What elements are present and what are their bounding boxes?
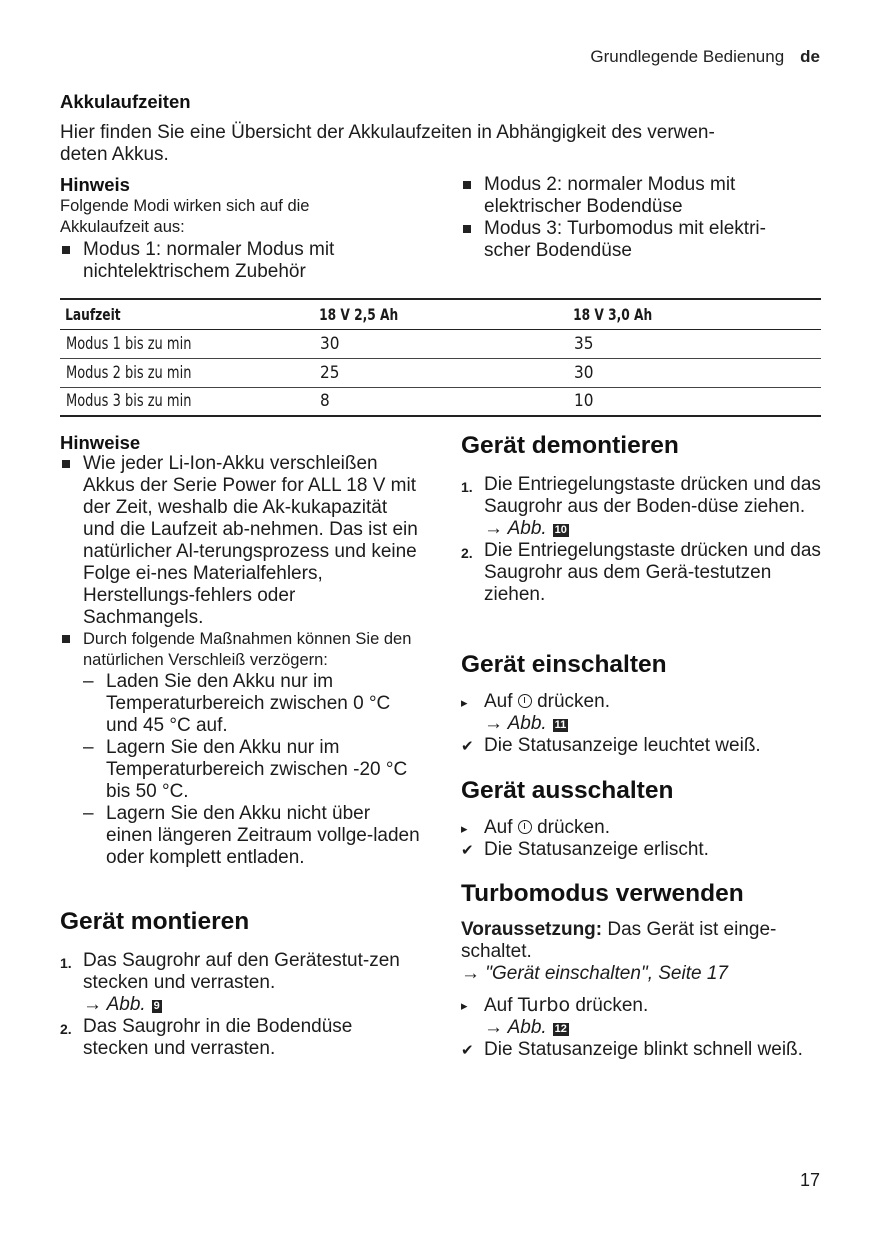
prerequisite-label: Voraussetzung: <box>461 919 603 940</box>
dash-bullet: – <box>83 737 94 758</box>
montieren-step-2: 2. Das Saugrohr in die Bodendüse stecken und verrasten. <box>60 1016 353 1059</box>
measure-item-3: – Lagern Sie den Akku nicht über einen längeren Zeitraum vollge-laden oder komplett entladen. <box>83 803 420 868</box>
table-cell: Modus 2 bis zu min <box>66 362 192 383</box>
table-cell: Modus 3 bis zu min <box>66 391 192 412</box>
square-bullet-icon <box>62 246 70 254</box>
language-code: de <box>800 47 820 66</box>
turbo-action: ▸ Auf Turbo drücken. → Abb. 12 <box>461 994 649 1038</box>
table-cell: 25 <box>320 362 340 383</box>
table-cell: 30 <box>320 333 340 354</box>
check-icon: ✔ <box>461 842 474 859</box>
demontieren-step-1: 1. Die Entriegelungstaste drücken und das Saugrohr aus der Boden-düse ziehen. → Abb. 10 <box>461 474 821 539</box>
runtime-table <box>60 298 821 417</box>
running-head <box>590 47 820 67</box>
check-icon: ✔ <box>461 738 474 755</box>
page-cross-reference: → "Gerät einschalten", Seite 17 <box>461 963 728 984</box>
measure-item-2: – Lagern Sie den Akku nur im Temperaturbereich zwischen -20 °C bis 50 °C. <box>83 737 408 802</box>
intro-line-2: deten Akkus. <box>60 144 169 165</box>
table-header-row <box>60 299 821 329</box>
intro-line-1: Hier finden Sie eine Übersicht der Akkulaufzeiten in Abhängigkeit des verwen- <box>60 122 715 143</box>
hinweis-heading: Hinweis <box>60 174 130 195</box>
turbo-prerequisite: Voraussetzung: Das Gerät ist einge-schaltet. → "Gerät einschalten", Seite 17 <box>461 919 777 984</box>
dash-bullet: – <box>83 671 94 692</box>
figure-reference: → Abb. 12 <box>484 1017 567 1038</box>
einschalten-result: ✔ Die Statusanzeige leuchtet weiß. <box>461 735 761 756</box>
figure-badge: 10 <box>554 524 567 536</box>
figure-reference: → Abb. 9 <box>83 994 160 1015</box>
power-icon <box>518 694 532 708</box>
montieren-heading: Gerät montieren <box>60 908 250 935</box>
square-bullet-icon <box>463 181 471 189</box>
hinweise-list <box>60 453 420 869</box>
table-cell: 8 <box>320 391 330 412</box>
hinweise-heading: Hinweise <box>60 432 141 453</box>
demontieren-steps <box>461 474 821 606</box>
akkulaufzeiten-intro <box>60 122 830 166</box>
turbo-steps <box>461 994 821 1061</box>
table-row <box>60 358 821 387</box>
square-bullet-icon <box>463 225 471 233</box>
col-header-2-5ah: 18 V 2,5 Ah <box>319 304 399 324</box>
turbo-key-label: Turbo <box>517 994 571 1016</box>
figure-badge: 11 <box>554 719 567 731</box>
mode-list-left <box>60 239 380 283</box>
measure-item-1: – Laden Sie den Akku nur im Temperaturbereich zwischen 0 °C und 45 °C auf. <box>83 671 391 736</box>
einschalten-steps <box>461 691 821 757</box>
power-icon <box>518 820 532 834</box>
turbo-result: ✔ Die Statusanzeige blinkt schnell weiß. <box>461 1039 803 1060</box>
section-name: Grundlegende Bedienung <box>590 47 785 66</box>
square-bullet-icon <box>62 635 70 643</box>
hinweis-block <box>60 174 400 283</box>
hinweise-item-2: Durch folgende Maßnahmen können Sie den natürlichen Verschleiß verzögern: – Laden Sie den Akku nur im Temperaturbereich zwischen 0 °C und 45 °C auf. – Lagern Sie den Akku nur im Temperaturbereich zwischen -20 °C bis 50 °C. – Lagern Sie den Akku nicht über einen längeren Zeitraum vollge-laden oder komplett entladen. <box>60 629 420 869</box>
mode-list-right <box>461 174 806 262</box>
demontieren-heading: Gerät demontieren <box>461 432 679 459</box>
action-arrow-icon: ▸ <box>461 695 468 710</box>
turbo-heading: Turbomodus verwenden <box>461 880 744 907</box>
dash-bullet: – <box>83 803 94 824</box>
ausschalten-result: ✔ Die Statusanzeige erlischt. <box>461 839 709 860</box>
action-arrow-icon: ▸ <box>461 998 468 1013</box>
einschalten-heading: Gerät einschalten <box>461 651 667 678</box>
action-arrow-icon: ▸ <box>461 821 468 836</box>
table-row <box>60 329 821 358</box>
measures-list <box>83 671 420 869</box>
page-number: 17 <box>799 1170 820 1190</box>
mode-item-2: Modus 2: normaler Modus mit elektrischer Bodendüse <box>461 174 806 218</box>
ausschalten-action: ▸ Auf drücken. <box>461 817 610 838</box>
ausschalten-heading: Gerät ausschalten <box>461 777 674 804</box>
hinweise-item-1: Wie jeder Li-Ion-Akku verschleißen Akkus der Serie Power for ALL 18 V mit der Zeit, weshalb die Ak-kukapazität und die Laufzeit ab-nehmen. Das ist ein natürlicher Al-terungsprozess und keine Folge ei-nes Materialfehlers, Herstellungs-fehlers oder Sachmangels. <box>60 453 420 629</box>
figure-reference: → Abb. 10 <box>484 518 567 539</box>
mode-item-1: Modus 1: normaler Modus mit nichtelektrischem Zubehör <box>60 239 380 283</box>
figure-badge: 12 <box>554 1023 567 1035</box>
montieren-steps <box>60 950 405 1060</box>
hinweis-text: Folgende Modi wirken sich auf die Akkulaufzeit aus: <box>60 197 310 236</box>
table-cell: 30 <box>574 362 594 383</box>
col-header-3-0ah: 18 V 3,0 Ah <box>573 304 653 324</box>
hinweise-block <box>60 433 425 869</box>
einschalten-action: ▸ Auf drücken. → Abb. 11 <box>461 691 610 734</box>
demontieren-step-2: 2. Die Entriegelungstaste drücken und das Saugrohr aus dem Gerä-testutzen ziehen. <box>461 540 821 605</box>
table-cell: 10 <box>574 391 594 412</box>
figure-reference: → Abb. 11 <box>484 713 567 734</box>
montieren-step-1: 1. Das Saugrohr auf den Gerätestut-zen stecken und verrasten. → Abb. 9 <box>60 950 400 1015</box>
figure-badge: 9 <box>153 1000 160 1012</box>
ausschalten-steps <box>461 817 821 861</box>
check-icon: ✔ <box>461 1042 474 1059</box>
col-header-laufzeit: Laufzeit <box>65 304 121 324</box>
akkulaufzeiten-heading: Akkulaufzeiten <box>60 91 191 112</box>
square-bullet-icon <box>62 460 70 468</box>
table-cell: Modus 1 bis zu min <box>66 333 192 354</box>
table-row <box>60 387 821 416</box>
table-cell: 35 <box>574 333 594 354</box>
mode-item-3: Modus 3: Turbomodus mit elektri-scher Bodendüse <box>461 218 806 262</box>
